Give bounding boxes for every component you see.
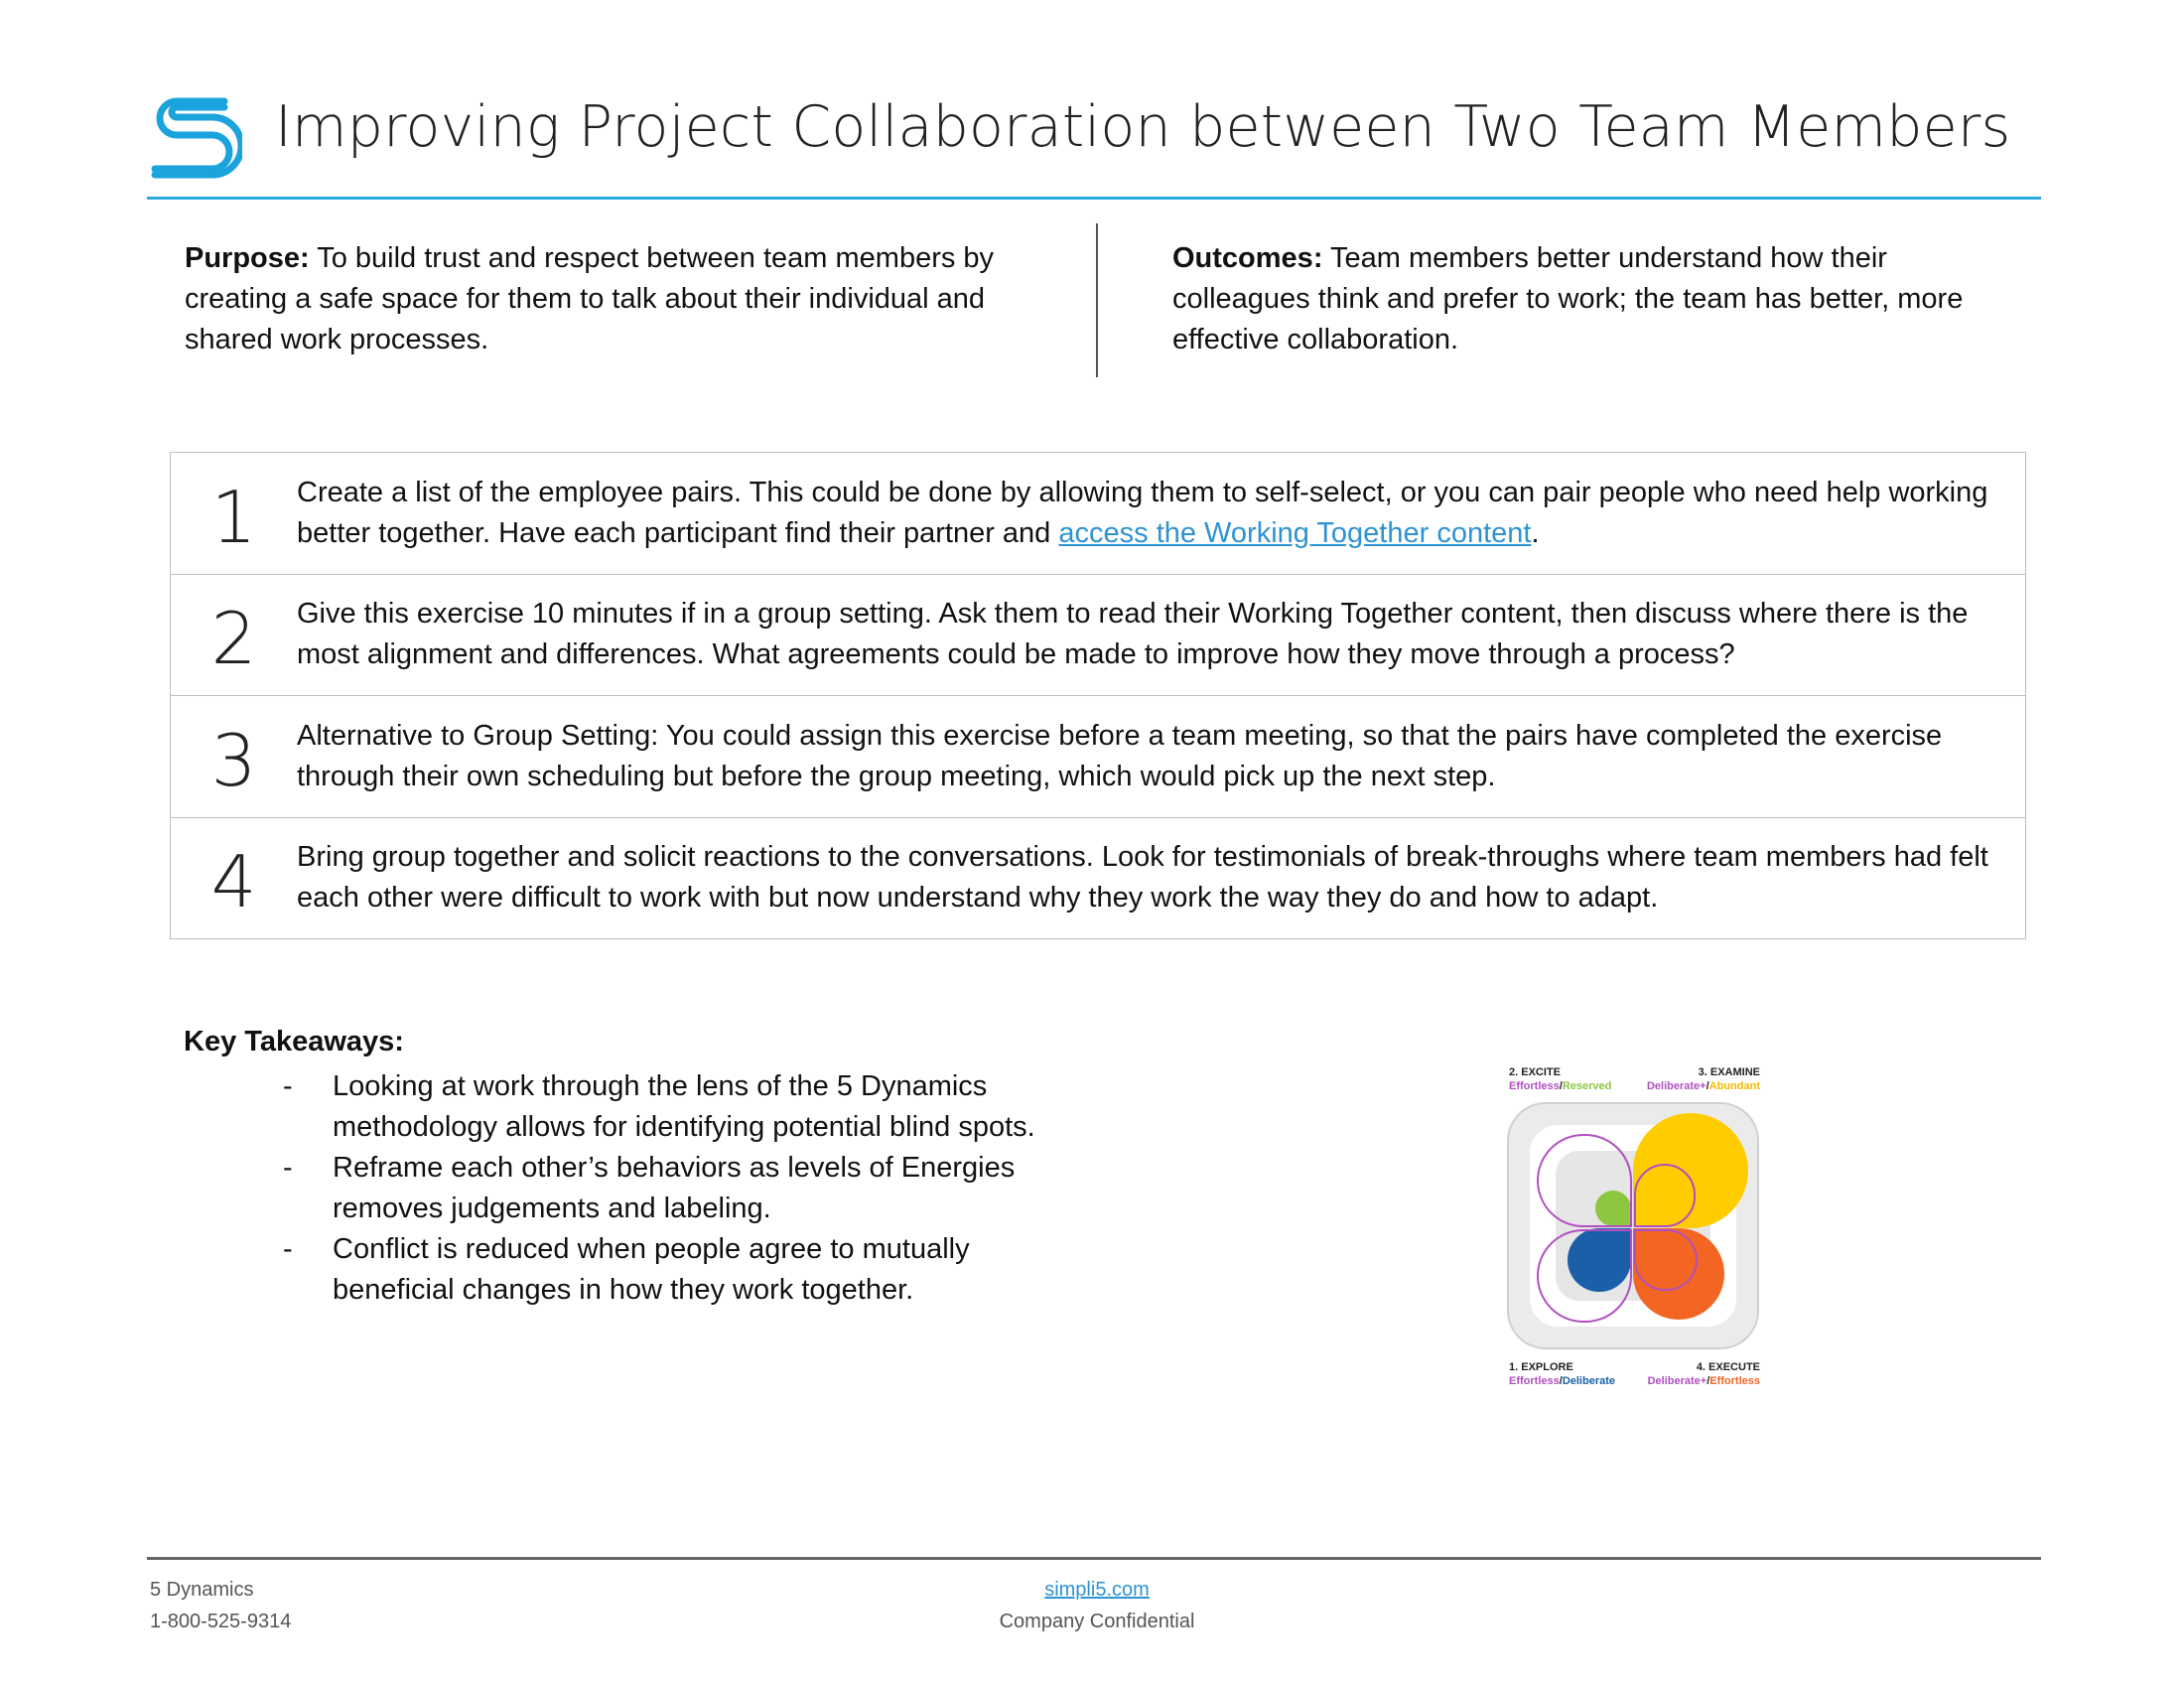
simpli5-logo-icon (147, 87, 242, 183)
outcomes-block (1172, 238, 2026, 360)
footer-left (150, 1574, 291, 1637)
excite-petal (1595, 1191, 1631, 1226)
step-number: 4 (210, 840, 257, 924)
outcomes-label: Outcomes: (1172, 242, 1323, 274)
separator: / (1706, 1080, 1709, 1092)
step-text: Bring group together and solicit reactions to the conversations. Look for testimonials of break-throughs where team members had felt each other were difficult to work with but now understand why they work the way they do and how to adapt. (297, 841, 1988, 914)
separator: / (1559, 1375, 1563, 1387)
excite-name: 2. EXCITE (1509, 1066, 1561, 1078)
takeaway-text: Conflict is reduced when people agree to mutually beneficial changes in how they work together. (333, 1233, 970, 1306)
footer-confidential: Company Confidential (999, 1611, 1195, 1632)
footer-company: 5 Dynamics (150, 1579, 254, 1601)
working-together-link[interactable]: access the Working Together content (1058, 516, 1532, 549)
title-underline (147, 197, 2041, 200)
examine-name: 3. EXAMINE (1698, 1066, 1760, 1078)
list-item (184, 1148, 1047, 1229)
purpose-block (185, 238, 1058, 360)
execute-petal (1633, 1228, 1724, 1320)
step-text (297, 473, 2025, 554)
step-text: Alternative to Group Setting: You could assign this exercise before a team meeting, so that the pairs have completed the exercise through their own scheduling but before the group meeting, which would pick up the next step. (297, 719, 1943, 792)
energy-quadrant-graphic (1504, 1099, 1762, 1352)
purpose-label: Purpose: (185, 242, 310, 274)
page-title: Improving Project Collaboration between Two Team Members (275, 94, 2011, 160)
execute-label (1648, 1360, 1760, 1388)
examine-energy-b: Abundant (1708, 1080, 1760, 1092)
separator: / (1559, 1080, 1563, 1092)
list-item (184, 1229, 1047, 1311)
explore-name: 1. EXPLORE (1509, 1361, 1573, 1373)
bullet-dash: - (283, 1070, 293, 1102)
key-takeaways-list (184, 1066, 1077, 1311)
step-text-body: Create a list of the employee pairs. This could be done by allowing them to self-select, or you can pair people who need help working better together. Have each participant find their partner and (297, 476, 1988, 549)
step-row (171, 817, 2025, 939)
execute-energy-a: Deliberate+ (1647, 1375, 1707, 1387)
five-dynamics-diagram (1504, 1064, 1762, 1392)
outcomes-text: Team members better understand how their colleagues think and prefer to work; the team has better, more effective collaboration. (1172, 242, 1964, 355)
explore-petal (1568, 1228, 1631, 1292)
steps-table (170, 452, 2026, 939)
step-row (171, 453, 2025, 574)
excite-energy-b: Reserved (1562, 1080, 1612, 1092)
examine-label (1647, 1065, 1760, 1093)
separator: / (1706, 1375, 1710, 1387)
intro-divider (1096, 223, 1098, 377)
takeaway-text: Reframe each other’s behaviors as levels of Energies removes judgements and labeling. (333, 1152, 1016, 1224)
step-number: 2 (210, 597, 257, 681)
step-number: 3 (210, 718, 257, 802)
step-row (171, 574, 2025, 696)
execute-name: 4. EXECUTE (1696, 1361, 1760, 1373)
explore-energy-a: Effortless (1509, 1375, 1560, 1387)
bullet-dash: - (283, 1152, 293, 1184)
purpose-text: To build trust and respect between team members by creating a safe space for them to talk about their individual and shared work processes. (185, 242, 995, 355)
examine-energy-a: Deliberate+ (1646, 1080, 1706, 1092)
excite-energy-a: Effortless (1509, 1080, 1560, 1092)
list-item (184, 1066, 1047, 1148)
takeaway-text: Looking at work through the lens of the 5 Dynamics methodology allows for identifying potential blind spots. (333, 1070, 1035, 1143)
step-number: 1 (210, 475, 257, 559)
explore-energy-b: Deliberate (1562, 1375, 1616, 1387)
website-link[interactable]: simpli5.com (1044, 1579, 1150, 1601)
explore-label (1509, 1360, 1615, 1388)
step-text-end: . (1531, 516, 1540, 549)
step-row (171, 695, 2025, 817)
key-takeaways-heading: Key Takeaways: (184, 1026, 404, 1057)
bullet-dash: - (283, 1233, 293, 1265)
footer-center (893, 1574, 1300, 1637)
excite-label (1509, 1065, 1611, 1093)
execute-energy-b: Effortless (1709, 1375, 1760, 1387)
step-text: Give this exercise 10 minutes if in a group setting. Ask them to read their Working Together content, then discuss where there is the most alignment and differences. What agreements could be made to improve how they move through a process? (297, 598, 1969, 671)
footer-phone: 1-800-525-9314 (150, 1611, 292, 1632)
footer-rule (147, 1557, 2041, 1560)
